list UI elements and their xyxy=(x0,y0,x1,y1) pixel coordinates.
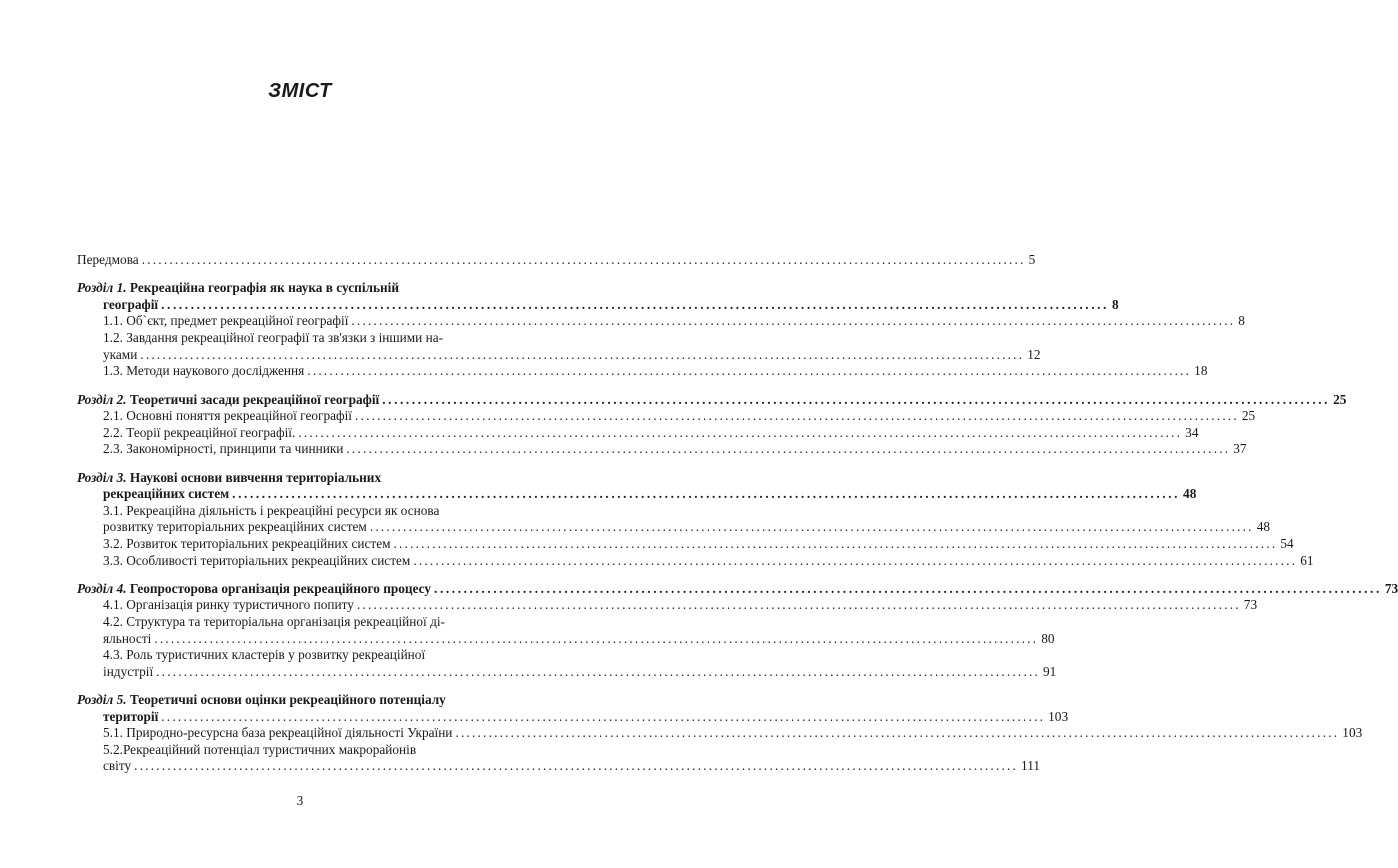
toc-section-heading[interactable] xyxy=(57,280,540,297)
toc-item-label-cont: яльності xyxy=(103,630,152,646)
toc-item-page: 91 xyxy=(1043,663,1057,679)
toc-item[interactable] xyxy=(57,408,1256,425)
section-title: Рекреаційна географія як наука в суспільній xyxy=(129,280,400,296)
section-title: Теоретичні засади рекреаційної географії xyxy=(129,391,380,407)
leader-dots: ................................................................................................................................................................ xyxy=(413,552,1298,568)
section-title: Геопросторова організація рекреаційного процесу xyxy=(129,580,432,596)
toc-preface-page: 5 xyxy=(1028,252,1036,267)
toc-item-page: 48 xyxy=(1256,519,1270,535)
toc-item-label-cont: розвитку територіальних рекреаційних систем xyxy=(103,519,367,535)
toc-item-label: 4.2. Структура та територіальна організація рекреаційної ді- xyxy=(103,614,445,630)
page-number: 3 xyxy=(296,793,304,808)
toc-section-heading[interactable] xyxy=(57,470,540,487)
section-label: Розділ 3. xyxy=(77,469,127,485)
leader-dots: ................................................................................................................................................................ xyxy=(161,708,1046,724)
toc-item-label: 3.3. Особливості територіальних рекреаційних систем xyxy=(103,552,411,568)
toc-section-heading-cont[interactable] xyxy=(57,708,1069,726)
toc-item-cont[interactable] xyxy=(57,346,1041,364)
section-page: 8 xyxy=(1111,296,1119,312)
toc-item[interactable] xyxy=(57,330,540,347)
toc-item-page: 8 xyxy=(1238,313,1245,329)
toc-section-4 xyxy=(57,580,1398,681)
section-title: Теоретичні основи оцінки рекреаційного потенціалу xyxy=(129,692,446,708)
leader-dots: ................................................................................................................................................................ xyxy=(232,486,1181,502)
toc-item-label-cont: уками xyxy=(103,346,138,362)
toc-section-heading-cont[interactable] xyxy=(57,296,1119,314)
table-of-contents xyxy=(57,252,1398,775)
toc-item[interactable] xyxy=(57,535,1294,553)
toc-section-heading[interactable] xyxy=(57,580,1398,598)
leader-dots: ................................................................................................................................................................ xyxy=(298,424,1183,440)
toc-item-cont[interactable] xyxy=(57,630,1055,648)
section-title: Наукові основи вивчення територіальних xyxy=(129,469,382,485)
toc-section-heading-cont[interactable] xyxy=(57,486,1197,503)
toc-preface[interactable] xyxy=(57,252,1036,269)
section-page: 103 xyxy=(1048,708,1069,724)
toc-item-label: 1.1. Об`єкт, предмет рекреаційної географії xyxy=(103,313,349,329)
toc-item-page: 103 xyxy=(1342,725,1363,741)
section-label: Розділ 2. xyxy=(77,391,127,407)
toc-item-page: 61 xyxy=(1300,552,1314,568)
toc-item-label: 3.2. Розвиток територіальних рекреаційних систем xyxy=(103,535,391,551)
toc-item[interactable] xyxy=(57,742,540,759)
toc-preface-label: Передмова xyxy=(77,252,139,267)
toc-item-label: 2.1. Основні поняття рекреаційної географії xyxy=(103,408,353,424)
toc-item[interactable] xyxy=(57,614,540,631)
leader-dots: ................................................................................................................................................................ xyxy=(140,346,1025,362)
section-title-cont: географії xyxy=(103,296,159,312)
section-title-cont: рекреаційних систем xyxy=(103,486,230,502)
leader-dots: ................................................................................................................................................................ xyxy=(154,630,1039,646)
toc-item[interactable] xyxy=(57,424,1199,442)
leader-dots: ................................................................................................................................................................ xyxy=(134,758,1019,774)
toc-section-5 xyxy=(57,692,1363,775)
leader-dots: ................................................................................................................................................................ xyxy=(351,313,1236,329)
toc-item-label: 5.1. Природно-ресурсна база рекреаційної діяльності України xyxy=(103,725,453,741)
leader-dots: ................................................................................................................................................................ xyxy=(369,519,1254,535)
leader-dots: ................................................................................................................................................................ xyxy=(393,535,1278,551)
toc-item-page: 54 xyxy=(1280,535,1294,551)
toc-item-label-cont: індустрії xyxy=(103,663,154,679)
section-page: 25 xyxy=(1333,391,1347,407)
toc-item-page: 37 xyxy=(1233,441,1247,457)
toc-item[interactable] xyxy=(57,503,540,520)
section-label: Розділ 1. xyxy=(77,280,127,296)
toc-item-page: 34 xyxy=(1185,424,1199,440)
leader-dots: ................................................................................................................................................................ xyxy=(355,408,1239,424)
toc-item-page: 73 xyxy=(1243,597,1258,613)
section-title-cont: території xyxy=(103,708,159,724)
toc-item-cont[interactable] xyxy=(57,519,1270,536)
section-page: 48 xyxy=(1183,486,1197,502)
leader-dots: ................................................................................................................................................................ xyxy=(356,597,1241,613)
leader-dots: ................................................................................................................................................................ xyxy=(346,441,1231,457)
section-label: Розділ 5. xyxy=(77,692,127,708)
toc-item-label: 1.2. Завдання рекреаційної географії та зв'язки з іншими на- xyxy=(103,330,444,346)
toc-section-heading[interactable] xyxy=(57,692,540,709)
leader-dots: ................................................................................................................................................................ xyxy=(307,363,1192,379)
toc-item-label: 2.2. Теорії рекреаційної географії. xyxy=(103,424,296,440)
leader-dots: ................................................................................................................................................................ xyxy=(156,663,1041,679)
toc-section-1 xyxy=(57,280,1245,380)
toc-item[interactable] xyxy=(57,313,1245,330)
toc-section-heading[interactable] xyxy=(57,391,1347,409)
leader-dots: ................................................................................................................................................................ xyxy=(455,725,1340,741)
toc-item-label: 3.1. Рекреаційна діяльність і рекреаційні ресурси як основа xyxy=(103,502,440,518)
leader-dots: ................................................................................................................................................................ xyxy=(382,391,1331,407)
toc-section-2 xyxy=(57,391,1347,458)
leader-dots: ................................................................................................................................................................ xyxy=(434,580,1382,596)
toc-item[interactable] xyxy=(57,647,540,664)
toc-item-page: 18 xyxy=(1194,363,1208,379)
toc-item-cont[interactable] xyxy=(57,758,1041,775)
toc-item[interactable] xyxy=(57,363,1208,380)
section-label: Розділ 4. xyxy=(77,580,127,596)
toc-item[interactable] xyxy=(57,552,1314,570)
toc-item[interactable] xyxy=(57,441,1247,458)
toc-item[interactable] xyxy=(57,725,1363,742)
toc-item-page: 25 xyxy=(1241,408,1256,424)
toc-item-page: 12 xyxy=(1027,346,1041,362)
toc-section-3 xyxy=(57,469,1314,570)
toc-item-cont[interactable] xyxy=(57,663,1057,681)
leader-dots: ................................................................................................................................................................ xyxy=(161,296,1109,312)
page-title: ЗМІСТ xyxy=(268,80,332,102)
toc-item-label: 1.3. Методи наукового дослідження xyxy=(103,363,305,379)
section-page: 73 xyxy=(1384,580,1398,596)
toc-item-label-cont: світу xyxy=(103,758,132,774)
toc-item-label: 5.2.Рекреаційний потенціал туристичних макрорайонів xyxy=(103,741,417,757)
toc-item-label: 2.3. Закономірності, принципи та чинники xyxy=(103,441,344,457)
toc-item-label: 4.3. Роль туристичних кластерів у розвитку рекреаційної xyxy=(103,647,426,663)
toc-item[interactable] xyxy=(57,597,1258,614)
toc-item-page: 111 xyxy=(1021,758,1041,774)
toc-item-page: 80 xyxy=(1041,630,1055,646)
leader-dots: ................................................................................................................................................................ xyxy=(141,252,1026,267)
toc-item-label: 4.1. Організація ринку туристичного попиту xyxy=(103,597,354,613)
